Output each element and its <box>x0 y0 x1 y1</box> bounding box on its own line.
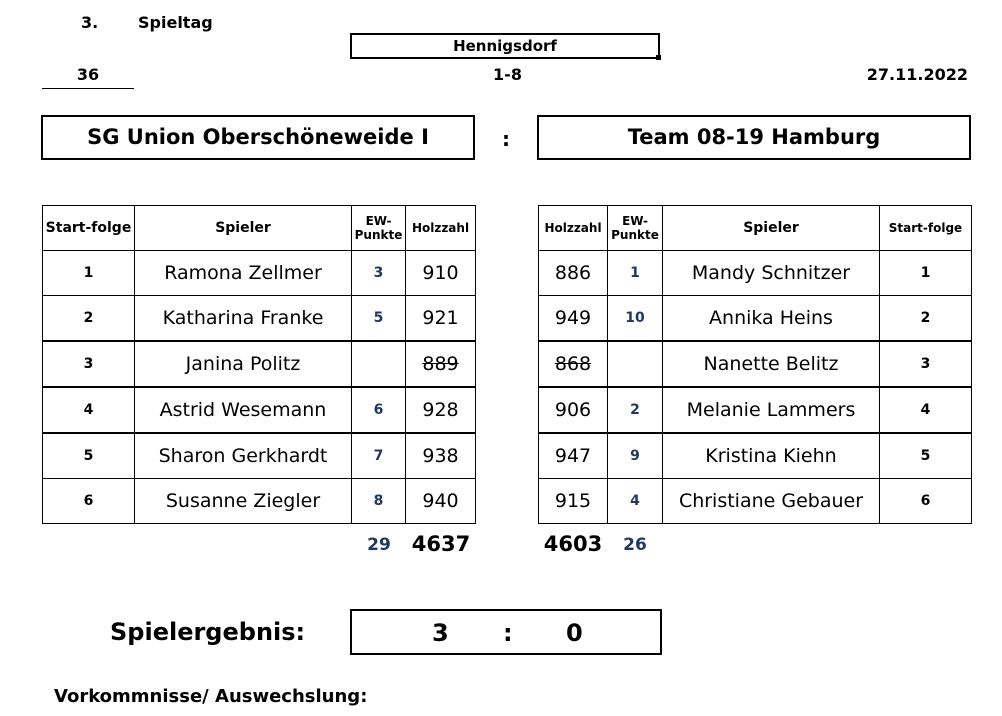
col-ew <box>352 206 406 251</box>
start-position: 4 <box>880 387 972 433</box>
col-pins: Holzzahl <box>539 206 608 251</box>
col-ew <box>608 206 663 251</box>
pin-count-struck: 889 <box>406 341 476 387</box>
start-position: 6 <box>43 479 135 524</box>
ew-points: 4 <box>608 479 663 524</box>
home-table-header <box>43 206 476 251</box>
pin-count: 947 <box>539 433 608 479</box>
table-row <box>43 296 476 342</box>
pin-count: 949 <box>539 296 608 342</box>
start-position: 5 <box>43 433 135 479</box>
result-away: 0 <box>566 619 583 647</box>
table-row <box>43 387 476 433</box>
pin-count: 928 <box>406 387 476 433</box>
player-name: Sharon Gerkhardt <box>135 433 352 479</box>
notes-label: Vorkommnisse/ Auswechslung: <box>54 686 368 707</box>
pairing: 1-8 <box>493 65 522 84</box>
result-away-underline <box>538 653 608 654</box>
away-team-box: Team 08-19 Hamburg <box>537 115 971 160</box>
away-lineup-table <box>538 205 972 524</box>
ew-points <box>608 341 663 387</box>
player-name: Kristina Kiehn <box>663 433 880 479</box>
team-separator: : <box>502 127 510 151</box>
col-ew-line2: Punkte <box>611 228 659 242</box>
col-start: Start-folge <box>43 206 135 251</box>
col-start: Start-folge <box>880 206 972 251</box>
player-name: Ramona Zellmer <box>135 251 352 296</box>
match-number: 36 <box>76 65 100 84</box>
home-lineup-table <box>42 205 476 524</box>
player-name: Mandy Schnitzer <box>663 251 880 296</box>
ew-points: 8 <box>352 479 406 524</box>
result-home: 3 <box>432 619 449 647</box>
match-date: 27.11.2022 <box>866 65 968 84</box>
start-position: 5 <box>880 433 972 479</box>
start-position: 3 <box>43 341 135 387</box>
table-row <box>43 341 476 387</box>
col-ew-line1: EW- <box>622 214 648 228</box>
home-ew-total: 29 <box>367 535 391 555</box>
pin-count: 886 <box>539 251 608 296</box>
pin-count: 906 <box>539 387 608 433</box>
start-position: 1 <box>43 251 135 296</box>
result-label: Spielergebnis: <box>110 618 306 646</box>
col-ew-line1: EW- <box>365 214 392 228</box>
ew-points: 3 <box>352 251 406 296</box>
col-player: Spieler <box>135 206 352 251</box>
table-row <box>43 479 476 524</box>
table-row <box>539 387 972 433</box>
result-box <box>350 609 662 655</box>
ew-points: 10 <box>608 296 663 342</box>
table-row <box>539 251 972 296</box>
ew-points: 1 <box>608 251 663 296</box>
result-separator: : <box>503 619 513 647</box>
player-name: Christiane Gebauer <box>663 479 880 524</box>
home-pins-total: 4637 <box>411 532 471 556</box>
player-name: Nanette Belitz <box>663 341 880 387</box>
ew-points: 9 <box>608 433 663 479</box>
start-position: 1 <box>880 251 972 296</box>
venue-box: Hennigsdorf <box>350 33 660 59</box>
start-position: 2 <box>43 296 135 342</box>
ew-points <box>352 341 406 387</box>
result-home-underline <box>406 653 476 654</box>
start-position: 2 <box>880 296 972 342</box>
player-name: Annika Heins <box>663 296 880 342</box>
round-number: 3. <box>81 13 99 32</box>
col-ew-line2: Punkte <box>354 228 403 242</box>
round-label: Spieltag <box>138 13 213 32</box>
pin-count: 940 <box>406 479 476 524</box>
ew-points: 6 <box>352 387 406 433</box>
col-pins: Holzzahl <box>406 206 476 251</box>
player-name: Susanne Ziegler <box>135 479 352 524</box>
pin-count: 938 <box>406 433 476 479</box>
away-ew-total: 26 <box>623 535 647 555</box>
player-name: Janina Politz <box>135 341 352 387</box>
start-position: 3 <box>880 341 972 387</box>
pin-count: 915 <box>539 479 608 524</box>
table-row <box>43 251 476 296</box>
player-name: Astrid Wesemann <box>135 387 352 433</box>
ew-points: 2 <box>608 387 663 433</box>
table-row <box>539 296 972 342</box>
table-row <box>539 433 972 479</box>
start-position: 6 <box>880 479 972 524</box>
ew-points: 5 <box>352 296 406 342</box>
away-table-header <box>539 206 972 251</box>
start-position: 4 <box>43 387 135 433</box>
player-name: Melanie Lammers <box>663 387 880 433</box>
table-row <box>539 479 972 524</box>
ew-points: 7 <box>352 433 406 479</box>
table-row <box>539 341 972 387</box>
away-pins-total: 4603 <box>543 532 603 556</box>
pin-count-struck: 868 <box>539 341 608 387</box>
col-player: Spieler <box>663 206 880 251</box>
home-team-box: SG Union Oberschöneweide I <box>41 115 475 160</box>
player-name: Katharina Franke <box>135 296 352 342</box>
table-row <box>43 433 476 479</box>
pin-count: 921 <box>406 296 476 342</box>
pin-count: 910 <box>406 251 476 296</box>
match-number-underline <box>42 88 134 89</box>
